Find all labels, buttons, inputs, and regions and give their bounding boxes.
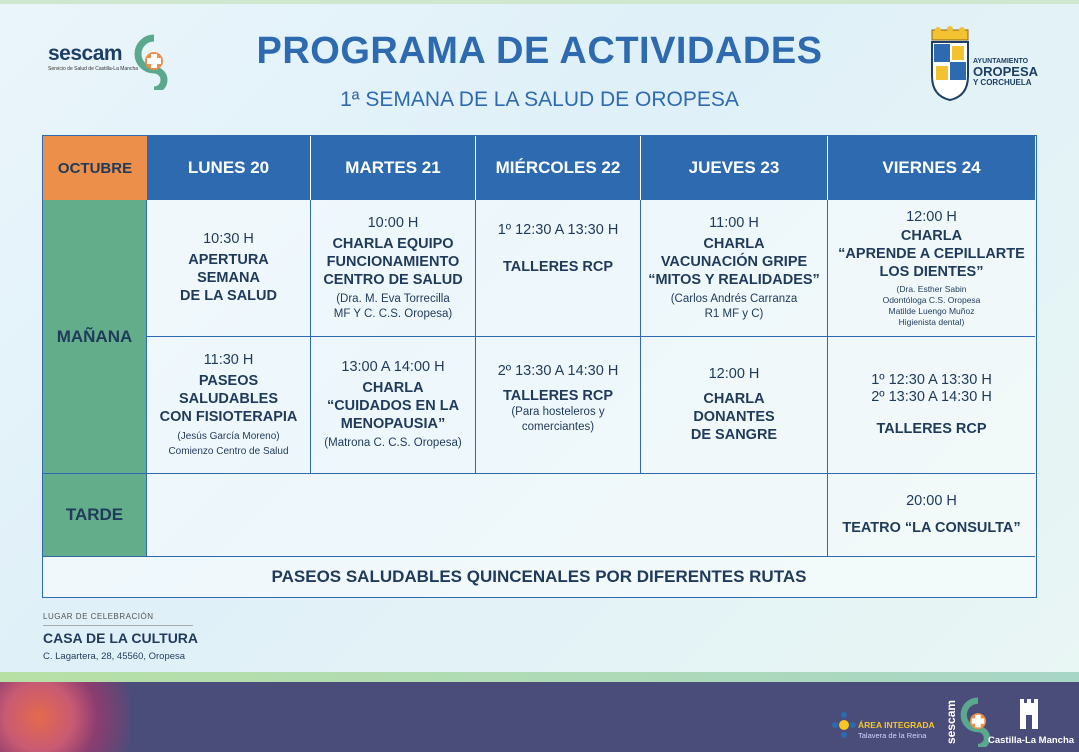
cell-jueves-m1 [641, 200, 828, 337]
venue-name: CASA DE LA CULTURA [43, 630, 199, 646]
row-label-manana: MAÑANA [43, 200, 147, 474]
venue-label: LUGAR DE CELEBRACIÓN [43, 612, 154, 621]
event-note: (Para hosteleros y comerciantes) [511, 406, 605, 433]
day-header-lunes: LUNES 20 [147, 136, 311, 200]
cell-viernes-m2 [828, 337, 1035, 474]
area-star-icon [832, 710, 856, 740]
venue-divider [43, 625, 193, 626]
day-header-viernes: VIERNES 24 [828, 136, 1035, 200]
event-time: 12:00 H [708, 366, 760, 382]
sescam-wordmark: sescam [48, 42, 123, 65]
event-title: CHARLA VACUNACIÓN GRIPE “MITOS Y REALIDADES” [648, 235, 820, 288]
venue-address: C. Lagartera, 28, 45560, Oropesa [43, 651, 186, 662]
ayuntamiento-text [973, 58, 1038, 87]
event-time: 10:30 H [203, 231, 254, 247]
day-header-miercoles: MIÉRCOLES 22 [476, 136, 641, 200]
event-note: (Carlos Andrés Carranza R1 MF y C) [670, 292, 798, 320]
event-title: APERTURA SEMANA DE LA SALUD [180, 252, 277, 304]
event-note: (Dra. Esther Sabin Odontóloga C.S. Oropesa Matilde Luengo Muñoz Higienista dental) [882, 283, 981, 327]
area-title: ÁREA INTEGRADA [858, 720, 935, 730]
clm-wordmark: Castilla-La Mancha [988, 735, 1075, 746]
event-title: TALLERES RCP [502, 388, 614, 404]
row-label-tarde: TARDE [43, 474, 147, 557]
cell-jueves-m2 [641, 337, 828, 474]
cell-lunes-m2 [147, 337, 311, 474]
ayto-line3: Y CORCHUELA [973, 78, 1032, 87]
page-subtitle: 1ª SEMANA DE LA SALUD DE OROPESA [340, 88, 739, 111]
event-title: CHARLA DONANTES DE SANGRE [690, 391, 778, 443]
event-title: CHARLA “CUIDADOS EN LA MENOPAUSIA” [326, 380, 460, 432]
event-time: 2º 13:30 A 14:30 H [497, 363, 619, 379]
area-subtitle: Talavera de la Reina [858, 731, 927, 740]
schedule-table [42, 135, 1037, 598]
ayuntamiento-logo [928, 26, 1068, 106]
cell-miercoles-m2 [476, 337, 641, 474]
cell-martes-m1 [311, 200, 476, 337]
event-title: TEATRO “LA CONSULTA” [842, 520, 1021, 536]
event-time: 11:00 H [709, 214, 759, 231]
sescam-subtitle: Servicio de Salud de Castilla-La Mancha [48, 66, 139, 72]
event-note: (Matrona C. C.S. Oropesa) [324, 437, 462, 449]
event-title: CHARLA EQUIPO FUNCIONAMIENTO CENTRO DE SALUD [323, 235, 463, 288]
ayto-line1: AYUNTAMIENTO [973, 58, 1029, 65]
cell-martes-m2 [311, 337, 476, 474]
area-integrada-logo [832, 700, 952, 740]
ayto-line2: OROPESA [973, 64, 1039, 79]
event-title: TALLERES RCP [502, 259, 614, 275]
day-header-jueves: JUEVES 23 [641, 136, 828, 200]
event-time: 10:00 H [367, 214, 419, 231]
castilla-la-mancha-logo [988, 697, 1075, 747]
cell-viernes-tarde [828, 474, 1035, 557]
event-time: 1º 12:30 A 13:30 H [497, 222, 619, 238]
top-band [0, 0, 1079, 4]
bottom-strip [0, 672, 1079, 682]
event-title: PASEOS SALUDABLES CON FISIOTERAPIA [159, 372, 298, 425]
cell-viernes-m1 [828, 200, 1035, 337]
month-header: OCTUBRE [43, 136, 147, 200]
bottom-art [0, 682, 130, 752]
event-time: 13:00 A 14:00 H [341, 359, 445, 375]
page-title: PROGRAMA DE ACTIVIDADES [256, 30, 823, 72]
event-note: (Jesús García Moreno) Comienzo Centro de Salud [168, 430, 289, 457]
cell-tarde-empty [147, 474, 828, 557]
coat-of-arms-icon [928, 26, 972, 102]
clm-castle-icon [1018, 697, 1040, 731]
event-note: (Dra. M. Eva Torrecilla MF Y C. C.S. Oropesa) [333, 292, 453, 320]
day-header-martes: MARTES 21 [311, 136, 476, 200]
event-time: 1º 12:30 A 13:30 H 2º 13:30 A 14:30 H [871, 372, 992, 405]
event-title: TALLERES RCP [876, 421, 987, 437]
event-time: 20:00 H [906, 493, 957, 509]
sescam-bottom-wordmark: sescam [944, 699, 958, 744]
footer-row: PASEOS SALUDABLES QUINCENALES POR DIFERENTES RUTAS [43, 557, 1035, 597]
event-title: CHARLA “APRENDE A CEPILLARTE LOS DIENTES” [838, 227, 1025, 280]
event-time: 12:00 H [906, 208, 957, 225]
event-time: 11:30 H [203, 351, 254, 368]
cell-lunes-m1 [147, 200, 311, 337]
cell-miercoles-m1 [476, 200, 641, 337]
